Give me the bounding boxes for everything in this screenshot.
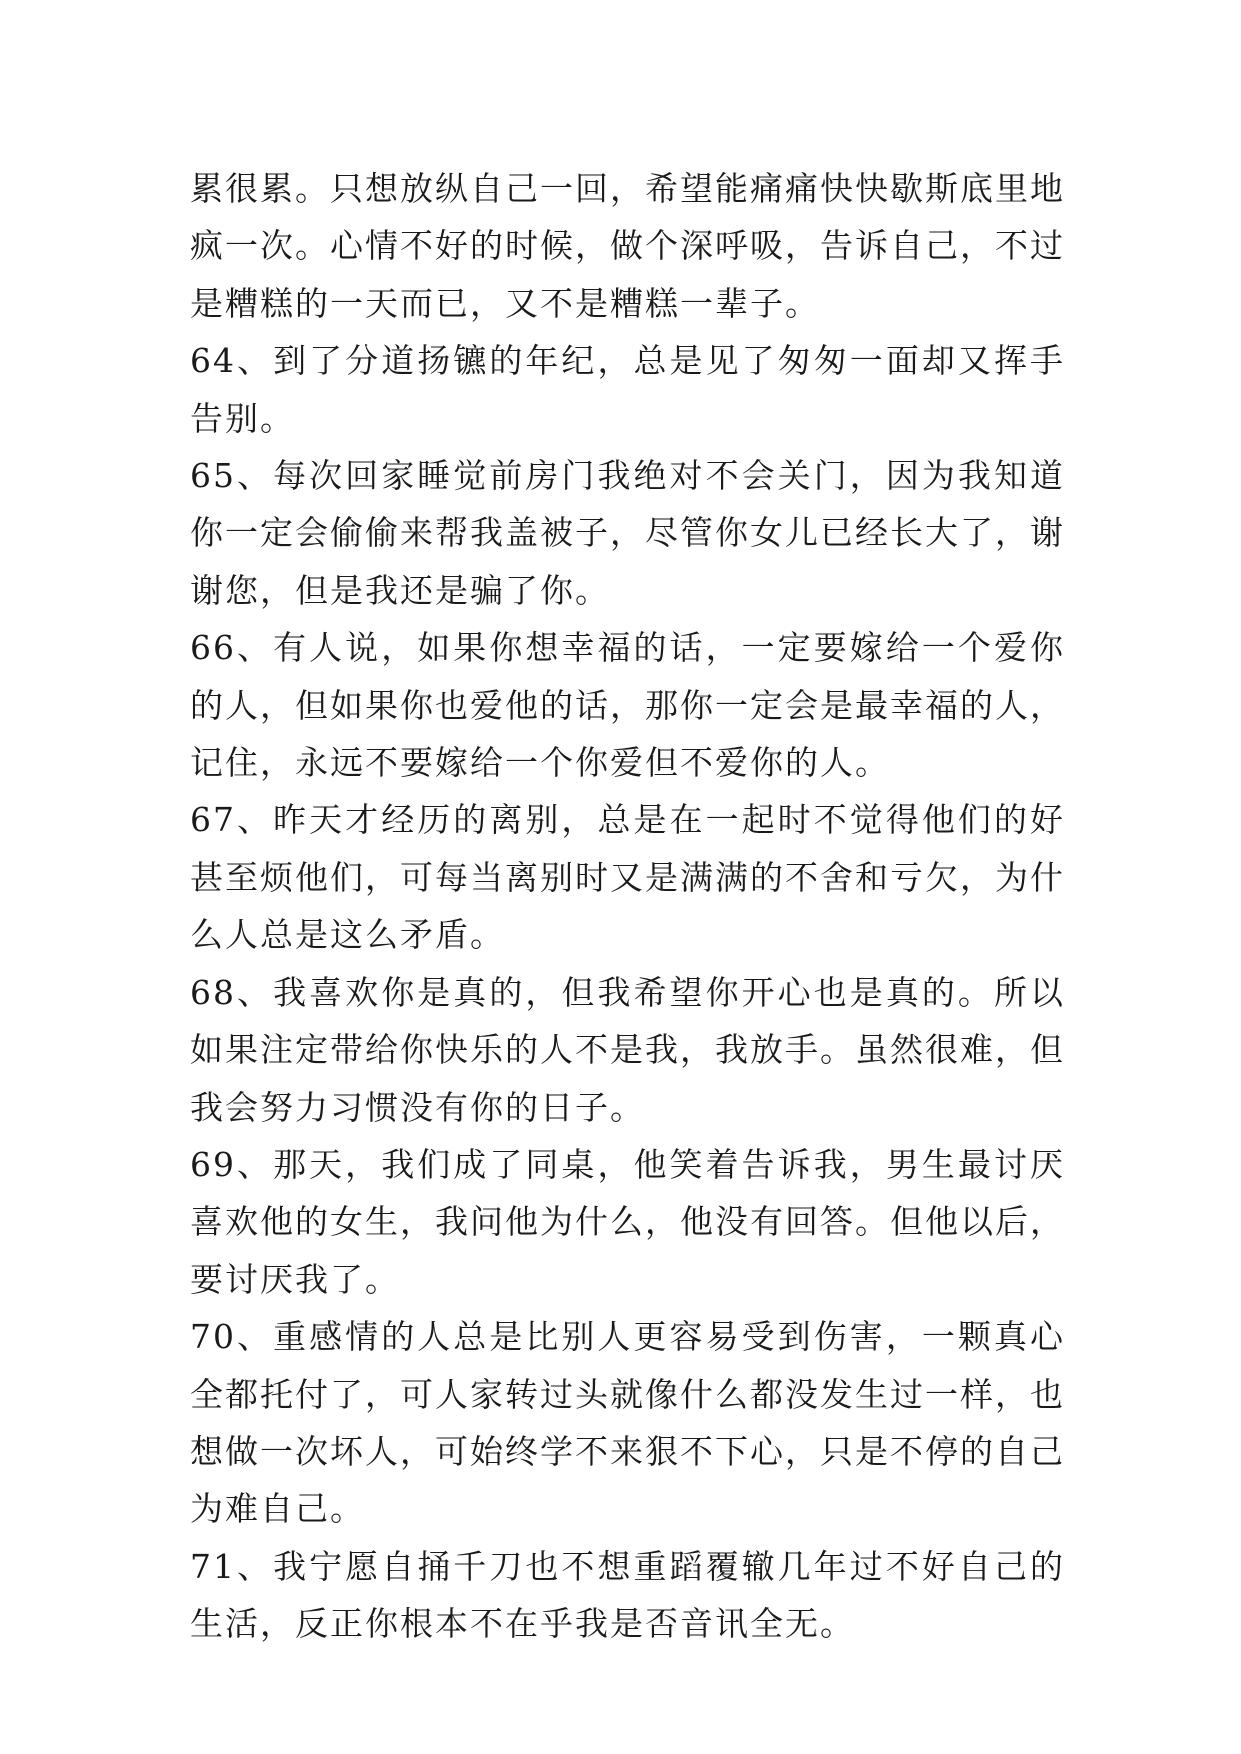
- paragraph-69: 69、那天，我们成了同桌，他笑着告诉我，男生最讨厌喜欢他的女生，我问他为什么，他没有回答。但他以后，要讨厌我了。: [190, 1144, 1065, 1299]
- paragraph-65: 65、每次回家睡觉前房门我绝对不会关门，因为我知道你一定会偷偷来帮我盖被子，尽管你女儿已经长大了，谢谢您，但是我还是骗了你。: [190, 456, 1065, 610]
- paragraph-64: 64、到了分道扬镳的年纪，总是见了匆匆一面却又挥手告别。: [190, 341, 1065, 438]
- paragraph-67: 67、昨天才经历的离别，总是在一起时不觉得他们的好甚至烦他们，可每当离别时又是满满的不舍和亏欠，为什么人总是这么矛盾。: [190, 800, 1065, 955]
- paragraph-continuation: 累很累。只想放纵自己一回，希望能痛痛快快歇斯底里地疯一次。心情不好的时候，做个深呼吸，告诉自己，不过是糟糕的一天而已，又不是糟糕一辈子。: [190, 169, 1065, 323]
- paragraph-70: 70、重感情的人总是比别人更容易受到伤害，一颗真心全都托付了，可人家转过头就像什么都没发生过一样，也想做一次坏人，可始终学不来狠不下心，只是不停的自己为难自己。: [190, 1317, 1065, 1529]
- paragraph-68: 68、我喜欢你是真的，但我希望你开心也是真的。所以如果注定带给你快乐的人不是我，我放手。虽然很难，但我会努力习惯没有你的日子。: [190, 972, 1065, 1127]
- paragraph-71: 71、我宁愿自捅千刀也不想重蹈覆辙几年过不好自己的生活，反正你根本不在乎我是否音讯全无。: [190, 1546, 1065, 1644]
- paragraph-66: 66、有人说，如果你想幸福的话，一定要嫁给一个爱你的人，但如果你也爱他的话，那你一定会是最幸福的人，记住，永远不要嫁给一个你爱但不爱你的人。: [190, 628, 1065, 783]
- document-body: [190, 160, 1065, 1653]
